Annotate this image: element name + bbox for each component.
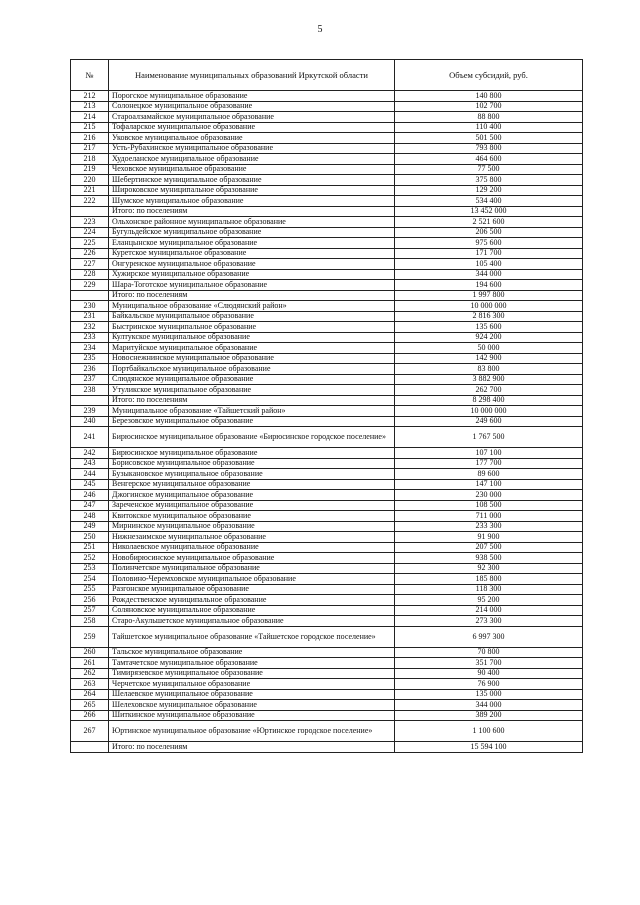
row-number: 232 [71,322,109,333]
table-row [71,217,583,228]
row-name: Юртинское муниципальное образование «Юртинское городское поселение» [109,721,395,742]
row-amount: 2 816 300 [395,311,583,322]
row-number: 227 [71,259,109,270]
row-amount: 13 452 000 [395,206,583,217]
row-number: 215 [71,122,109,133]
row-amount: 76 900 [395,679,583,690]
row-name: Мирнинское муниципальное образование [109,521,395,532]
header-num: № [71,60,109,91]
table-row [71,238,583,249]
row-number: 222 [71,196,109,207]
row-amount: 233 300 [395,521,583,532]
row-amount: 711 000 [395,511,583,522]
table-row [71,395,583,406]
row-amount: 375 800 [395,175,583,186]
row-amount: 91 900 [395,532,583,543]
table-row [71,553,583,564]
row-name: Итого: по поселениям [109,395,395,406]
row-name: Половино-Черемховское муниципальное образование [109,574,395,585]
row-amount: 105 400 [395,259,583,270]
row-amount: 142 900 [395,353,583,364]
row-amount: 1 767 500 [395,427,583,448]
row-name: Муниципальное образование «Тайшетский район» [109,406,395,417]
row-name: Чеховское муниципальное образование [109,164,395,175]
row-name: Муниципальное образование «Слюдянский район» [109,301,395,312]
table-row [71,259,583,270]
table-row [71,574,583,585]
row-amount: 110 400 [395,122,583,133]
table-row [71,647,583,658]
row-amount: 89 600 [395,469,583,480]
table-row [71,658,583,669]
table-row [71,406,583,417]
row-number: 254 [71,574,109,585]
row-number: 239 [71,406,109,417]
table-row [71,343,583,354]
row-name: Черчетское муниципальное образование [109,679,395,690]
table-row [71,595,583,606]
row-number: 259 [71,626,109,647]
row-number: 229 [71,280,109,291]
table-row [71,154,583,165]
row-name: Тальское муниципальное образование [109,647,395,658]
row-name: Еланцынское муниципальное образование [109,238,395,249]
row-amount: 938 500 [395,553,583,564]
row-name: Ольхонское районное муниципальное образование [109,217,395,228]
row-number: 237 [71,374,109,385]
row-amount: 3 882 900 [395,374,583,385]
table-row [71,206,583,217]
row-name: Быстринское муниципальное образование [109,322,395,333]
row-name: Портбайкальское муниципальное образование [109,364,395,375]
table-row [71,511,583,522]
row-name: Итого: по поселениям [109,206,395,217]
row-name: Николаевское муниципальное образование [109,542,395,553]
row-name: Бирюсинское муниципальное образование [109,448,395,459]
row-amount: 1 100 600 [395,721,583,742]
row-name: Джогинское муниципальное образование [109,490,395,501]
row-amount: 10 000 000 [395,301,583,312]
row-name: Рождественское муниципальное образование [109,595,395,606]
row-number: 223 [71,217,109,228]
row-number: 235 [71,353,109,364]
table-row [71,101,583,112]
table-row [71,427,583,448]
row-number: 230 [71,301,109,312]
row-name: Маритуйское муниципальное образование [109,343,395,354]
row-name: Бузыкановское муниципальное образование [109,469,395,480]
row-number: 216 [71,133,109,144]
row-number: 250 [71,532,109,543]
row-amount: 6 997 300 [395,626,583,647]
row-number [71,395,109,406]
row-amount: 924 200 [395,332,583,343]
table-row [71,563,583,574]
row-name: Бирюсинское муниципальное образование «Бирюсинское городское поселение» [109,427,395,448]
table-row [71,605,583,616]
row-number: 267 [71,721,109,742]
row-number: 241 [71,427,109,448]
row-amount: 2 521 600 [395,217,583,228]
row-number: 256 [71,595,109,606]
table-row [71,479,583,490]
table-row [71,311,583,322]
row-amount: 389 200 [395,710,583,721]
row-number: 247 [71,500,109,511]
row-amount: 102 700 [395,101,583,112]
row-amount: 15 594 100 [395,742,583,753]
row-amount: 194 600 [395,280,583,291]
row-amount: 90 400 [395,668,583,679]
row-amount: 351 700 [395,658,583,669]
table-row [71,133,583,144]
table-row [71,374,583,385]
row-number: 236 [71,364,109,375]
row-amount: 171 700 [395,248,583,259]
row-amount: 273 300 [395,616,583,627]
table-row [71,721,583,742]
row-number: 212 [71,91,109,102]
row-name: Тимирязевское муниципальное образование [109,668,395,679]
row-amount: 77 500 [395,164,583,175]
row-name: Борисовское муниципальное образование [109,458,395,469]
table-row [71,290,583,301]
row-amount: 501 500 [395,133,583,144]
table-row [71,269,583,280]
table-row [71,469,583,480]
row-amount: 177 700 [395,458,583,469]
table-row [71,143,583,154]
row-number: 226 [71,248,109,259]
table-row [71,616,583,627]
row-amount: 230 000 [395,490,583,501]
row-name: Утуликское муниципальное образование [109,385,395,396]
row-name: Староалзамайское муниципальное образование [109,112,395,123]
row-amount: 140 800 [395,91,583,102]
row-amount: 185 800 [395,574,583,585]
row-name: Слюдянское муниципальное образование [109,374,395,385]
table-row [71,710,583,721]
table-row [71,91,583,102]
table-row [71,164,583,175]
row-name: Итого: по поселениям [109,742,395,753]
row-number: 221 [71,185,109,196]
row-number: 240 [71,416,109,427]
row-amount: 135 000 [395,689,583,700]
table-row [71,248,583,259]
row-number: 220 [71,175,109,186]
row-number: 248 [71,511,109,522]
table-row [71,668,583,679]
row-amount: 70 800 [395,647,583,658]
row-name: Куретское муниципальное образование [109,248,395,259]
row-name: Полинчетское муниципальное образование [109,563,395,574]
row-amount: 118 300 [395,584,583,595]
table-row [71,353,583,364]
table-row [71,700,583,711]
row-name: Байкальское муниципальное образование [109,311,395,322]
table-row [71,227,583,238]
row-number: 234 [71,343,109,354]
row-number: 245 [71,479,109,490]
table-row [71,322,583,333]
row-amount: 206 500 [395,227,583,238]
row-amount: 95 200 [395,595,583,606]
row-number: 262 [71,668,109,679]
row-number [71,206,109,217]
page-number: 5 [317,24,323,35]
table-row [71,689,583,700]
row-amount: 108 500 [395,500,583,511]
row-number: 213 [71,101,109,112]
table-row [71,500,583,511]
row-name: Култукское муниципальное образование [109,332,395,343]
table-row [71,196,583,207]
row-amount: 92 300 [395,563,583,574]
row-amount: 1 997 800 [395,290,583,301]
row-number: 246 [71,490,109,501]
row-number: 242 [71,448,109,459]
table-row [71,626,583,647]
row-number: 231 [71,311,109,322]
row-number: 244 [71,469,109,480]
row-number: 260 [71,647,109,658]
row-name: Соляновское муниципальное образование [109,605,395,616]
row-name: Березовское муниципальное образование [109,416,395,427]
row-name: Квитокское муниципальное образование [109,511,395,522]
row-amount: 534 400 [395,196,583,207]
row-amount: 88 800 [395,112,583,123]
row-number: 243 [71,458,109,469]
row-name: Тайшетское муниципальное образование «Тайшетское городское поселение» [109,626,395,647]
row-name: Шелаевское муниципальное образование [109,689,395,700]
row-name: Шумское муниципальное образование [109,196,395,207]
row-name: Новоснежнинское муниципальное образование [109,353,395,364]
row-name: Шелеховское муниципальное образование [109,700,395,711]
row-name: Тофаларское муниципальное образование [109,122,395,133]
row-name: Онгуренское муниципальное образование [109,259,395,270]
row-number: 258 [71,616,109,627]
row-number [71,742,109,753]
row-name: Разгонское муниципальное образование [109,584,395,595]
row-name: Худоеланское муниципальное образование [109,154,395,165]
row-amount: 214 000 [395,605,583,616]
table-row [71,112,583,123]
table-row [71,448,583,459]
row-amount: 10 000 000 [395,406,583,417]
row-number: 261 [71,658,109,669]
table-row [71,742,583,753]
row-number: 233 [71,332,109,343]
row-amount: 793 800 [395,143,583,154]
row-number: 264 [71,689,109,700]
row-number: 257 [71,605,109,616]
table-row [71,185,583,196]
row-number: 218 [71,154,109,165]
row-name: Шара-Тоготское муниципальное образование [109,280,395,291]
row-amount: 975 600 [395,238,583,249]
table-row [71,385,583,396]
row-number: 249 [71,521,109,532]
row-number: 252 [71,553,109,564]
row-amount: 83 800 [395,364,583,375]
row-name: Широковское муниципальное образование [109,185,395,196]
row-amount: 262 700 [395,385,583,396]
row-amount: 207 500 [395,542,583,553]
row-number: 265 [71,700,109,711]
row-name: Итого: по поселениям [109,290,395,301]
row-name: Порогское муниципальное образование [109,91,395,102]
row-number: 263 [71,679,109,690]
row-name: Старо-Акульшетское муниципальное образование [109,616,395,627]
row-number: 217 [71,143,109,154]
table-body [71,91,583,753]
row-amount: 249 600 [395,416,583,427]
row-name: Тамтачетское муниципальное образование [109,658,395,669]
table-row [71,532,583,543]
table-row [71,364,583,375]
table-row [71,416,583,427]
row-number: 228 [71,269,109,280]
row-name: Хужирское муниципальное образование [109,269,395,280]
row-amount: 135 600 [395,322,583,333]
table-row [71,122,583,133]
row-number: 219 [71,164,109,175]
row-name: Солонецкое муниципальное образование [109,101,395,112]
row-name: Уковское муниципальное образование [109,133,395,144]
row-amount: 50 000 [395,343,583,354]
row-name: Зареченское муниципальное образование [109,500,395,511]
table-row [71,301,583,312]
row-amount: 464 600 [395,154,583,165]
row-name: Шебертинское муниципальное образование [109,175,395,186]
row-name: Усть-Рубахинское муниципальное образование [109,143,395,154]
row-name: Новобирюсинское муниципальное образование [109,553,395,564]
row-number [71,290,109,301]
row-number: 225 [71,238,109,249]
row-amount: 147 100 [395,479,583,490]
table-header-row [71,60,583,91]
table-row [71,332,583,343]
row-amount: 107 100 [395,448,583,459]
row-number: 224 [71,227,109,238]
row-name: Шиткинское муниципальное образование [109,710,395,721]
row-amount: 344 000 [395,700,583,711]
table-row [71,280,583,291]
row-number: 238 [71,385,109,396]
row-name: Венгерское муниципальное образование [109,479,395,490]
subsidy-table [70,59,583,753]
row-name: Нижнезаимское муниципальное образование [109,532,395,543]
row-number: 266 [71,710,109,721]
row-amount: 129 200 [395,185,583,196]
header-name: Наименование муниципальных образований Иркутской области [109,60,395,91]
header-amount: Объем субсидий, руб. [395,60,583,91]
table-row [71,521,583,532]
row-number: 253 [71,563,109,574]
row-amount: 344 000 [395,269,583,280]
table-row [71,679,583,690]
row-amount: 8 298 400 [395,395,583,406]
row-name: Бугульдейское муниципальное образование [109,227,395,238]
table-row [71,458,583,469]
row-number: 255 [71,584,109,595]
table-row [71,584,583,595]
row-number: 214 [71,112,109,123]
table-row [71,542,583,553]
row-number: 251 [71,542,109,553]
table-row [71,175,583,186]
table-row [71,490,583,501]
